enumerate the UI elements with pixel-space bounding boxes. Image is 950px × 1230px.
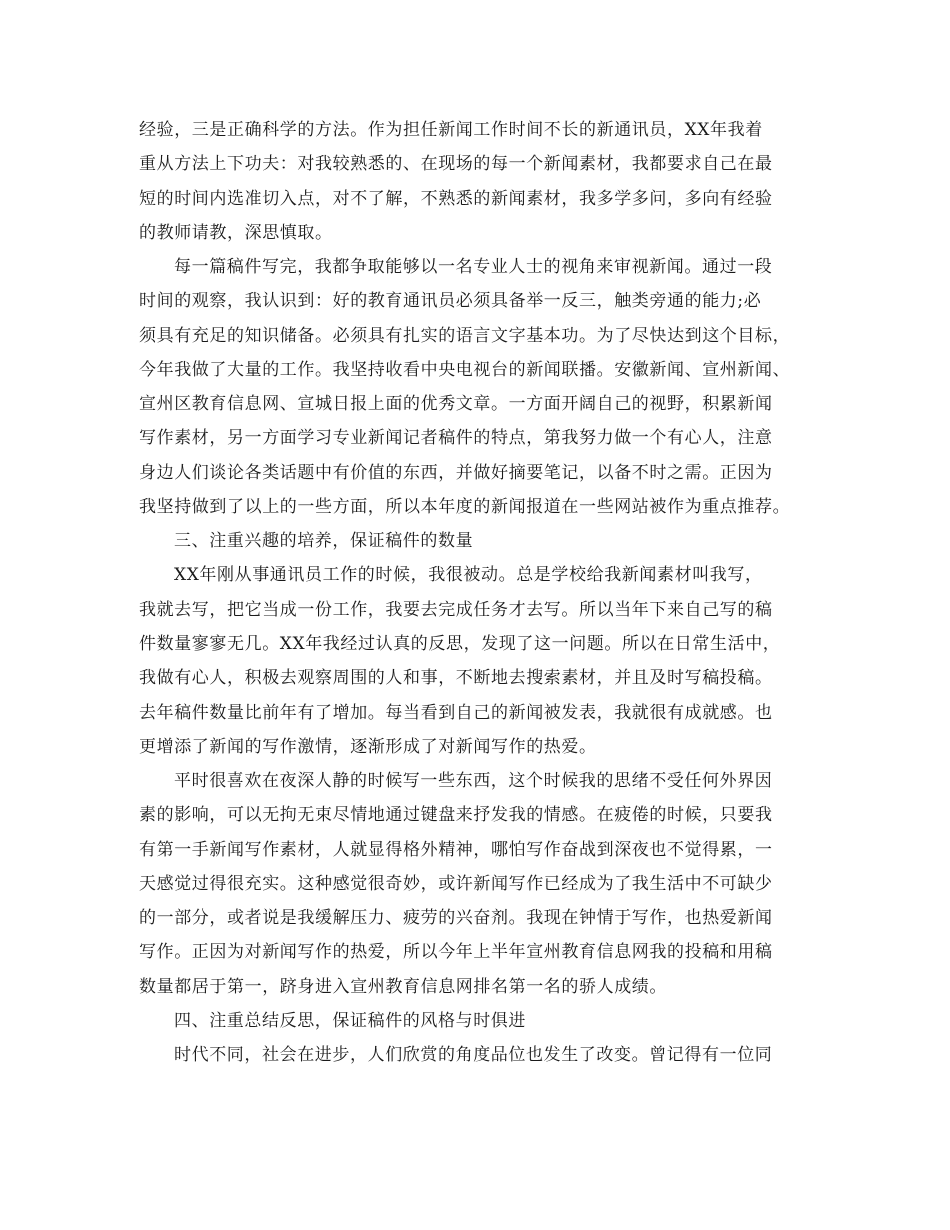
text-line: 更增添了新闻的写作激情，逐渐形成了对新闻写作的热爱。	[139, 736, 597, 757]
text-line: 数量都居于第一，跻身进入宣州教育信息网排名第一名的骄人成绩。	[139, 976, 667, 997]
text-line: 四、注重总结反思，保证稿件的风格与时俱进	[174, 1010, 526, 1031]
text-line: 写作。正因为对新闻写作的热爱，所以今年上半年宣州教育信息网我的投稿和用稿	[139, 942, 773, 963]
text-line: 今年我做了大量的工作。我坚持收看中央电视台的新闻联播。安徽新闻、宣州新闻、	[139, 359, 791, 380]
text-line: 素的影响，可以无拘无束尽情地通过键盘来抒发我的情感。在疲倦的时候，只要我	[139, 805, 773, 826]
text-line: 平时很喜欢在夜深人静的时候写一些东西，这个时候我的思绪不受任何外界因	[174, 771, 773, 792]
text-line: 重从方法上下功夫：对我较熟悉的、在现场的每一个新闻素材，我都要求自己在最	[139, 154, 773, 175]
text-line: 时间的观察，我认识到：好的教育通讯员必须具备举一反三，触类旁通的能力;必	[139, 291, 762, 312]
text-line: 须具有充足的知识储备。必须具有扎实的语言文字基本功。为了尽快达到这个目标，	[139, 325, 791, 346]
text-line: 我做有心人，积极去观察周围的人和事，不断地去搜索素材，并且及时写稿投稿。	[139, 668, 773, 689]
text-line: 每一篇稿件写完，我都争取能够以一名专业人士的视角来审视新闻。通过一段	[174, 257, 773, 278]
text-line: XX年刚从事通讯员工作的时候，我很被动。总是学校给我新闻素材叫我写，	[174, 565, 763, 586]
text-line: 件数量寥寥无几。XX年我经过认真的反思，发现了这一问题。所以在日常生活中，	[139, 633, 781, 654]
text-line: 身边人们谈论各类话题中有价值的东西，并做好摘要笔记，以备不时之需。正因为	[139, 462, 773, 483]
text-line: 经验，三是正确科学的方法。作为担任新闻工作时间不长的新通讯员，XX年我着	[139, 120, 763, 140]
text-line: 我就去写，把它当成一份工作，我要去完成任务才去写。所以当年下来自己写的稿	[139, 599, 773, 620]
text-line: 短的时间内选准切入点，对不了解，不熟悉的新闻素材，我多学多问，多向有经验	[139, 188, 773, 209]
text-line: 天感觉过得很充实。这种感觉很奇妙，或许新闻写作已经成为了我生活中不可缺少	[139, 873, 773, 894]
text-line: 写作素材，另一方面学习专业新闻记者稿件的特点，第我努力做一个有心人，注意	[139, 428, 773, 449]
document-body	[139, 113, 824, 1072]
text-line: 三、注重兴趣的培养，保证稿件的数量	[174, 531, 474, 552]
text-line: 宣州区教育信息网、宣城日报上面的优秀文章。一方面开阔自己的视野，积累新闻	[139, 394, 773, 415]
text-line: 的教师请教，深思慎取。	[139, 222, 333, 243]
text-line: 我坚持做到了以上的一些方面，所以本年度的新闻报道在一些网站被作为重点推荐。	[139, 496, 791, 517]
text-line: 的一部分，或者说是我缓解压力、疲劳的兴奋剂。我现在钟情于写作，也热爱新闻	[139, 908, 773, 929]
text-line: 时代不同，社会在进步，人们欣赏的角度品位也发生了改变。曾记得有一位同	[174, 1045, 773, 1066]
text-line: 去年稿件数量比前年有了增加。每当看到自己的新闻被发表，我就很有成就感。也	[139, 702, 773, 723]
text-line: 有第一手新闻写作素材，人就显得格外精神，哪怕写作奋战到深夜也不觉得累，一	[139, 839, 773, 860]
